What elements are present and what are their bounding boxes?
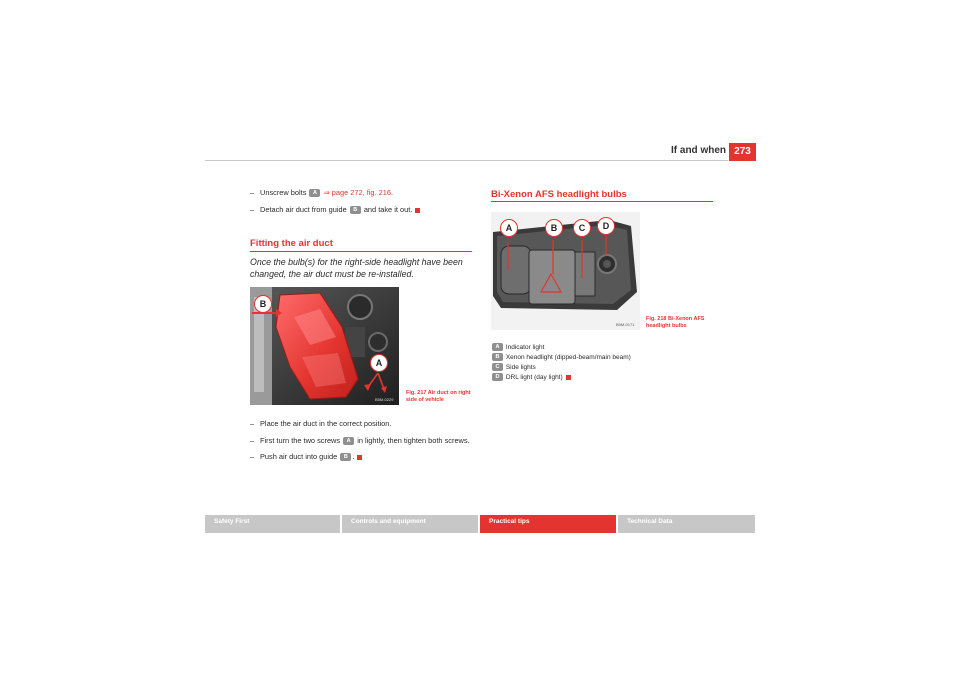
callout-badge-b: B — [492, 353, 503, 361]
caption-line: Fig. 217 Air duct on right — [406, 390, 471, 396]
callout-badge-c: C — [492, 363, 503, 371]
step-unscrew-bolts: – Unscrew bolts A ⇒ page 272, fig. 216. — [250, 188, 394, 197]
step-text-end: and take it out. — [363, 205, 413, 214]
step-text: Place the air duct in the correct position. — [260, 419, 392, 428]
figure-label-c: C — [573, 219, 591, 237]
footer-tab-controls-equipment[interactable]: Controls and equipment — [342, 515, 478, 533]
legend-item — [491, 353, 631, 363]
legend-item — [491, 373, 631, 383]
callout-badge-b: B — [350, 206, 361, 214]
step-place-air-duct: – Place the air duct in the correct position. — [250, 419, 392, 428]
callout-badge-b: B — [340, 453, 351, 461]
bulb-legend — [491, 343, 631, 383]
figure-218-caption — [646, 316, 704, 330]
callout-badge-a: A — [309, 189, 320, 197]
figure-code: B5M-0229 — [375, 397, 394, 402]
intro-line: Once the bulb(s) for the right-side headlight have been — [250, 257, 463, 267]
legend-text: Side lights — [505, 364, 536, 371]
page-reference-link[interactable]: ⇒ page 272, fig. 216 — [323, 188, 391, 197]
figure-label-b: B — [254, 295, 272, 313]
intro-line: changed, the air duct must be re-installed. — [250, 269, 414, 279]
figure-217-caption — [406, 390, 471, 404]
callout-badge-a: A — [492, 343, 503, 351]
figure-label-a: A — [370, 354, 388, 372]
caption-line: headlight bulbs — [646, 323, 687, 329]
section-title-bixenon-afs: Bi-Xenon AFS headlight bulbs — [491, 189, 627, 200]
caption-line: Fig. 218 Bi-Xenon AFS — [646, 316, 705, 322]
footer-tab-practical-tips[interactable]: Practical tips — [480, 515, 616, 533]
figure-label-b: B — [545, 219, 563, 237]
step-text-end: . — [352, 452, 355, 461]
step-turn-screws: – First turn the two screws A in lightly, then tighten both screws. — [250, 436, 470, 445]
page-header-title: If and when — [671, 145, 726, 156]
step-text-end: in lightly, then tighten both screws. — [357, 436, 470, 445]
figure-code: B5M-0171 — [616, 322, 635, 327]
figure-label-d: D — [597, 217, 615, 235]
caption-line: side of vehicle — [406, 397, 444, 403]
figure-headlight-photo — [491, 212, 640, 330]
header-divider — [205, 160, 728, 161]
section-intro — [250, 256, 463, 280]
section-end-marker — [566, 375, 571, 380]
legend-text: Indicator light — [505, 344, 545, 351]
section-end-marker — [415, 208, 420, 213]
step-text-end: . — [390, 188, 394, 197]
page-number: 273 — [729, 143, 756, 161]
step-push-air-duct: – Push air duct into guide B . — [250, 452, 362, 462]
section-underline — [250, 251, 472, 252]
callout-badge-a: A — [343, 437, 354, 445]
footer-tab-safety-first[interactable]: Safety First — [205, 515, 340, 533]
step-detach-air-duct: – Detach air duct from guide B and take it out. — [250, 205, 420, 215]
legend-item — [491, 363, 631, 373]
figure-label-a: A — [500, 219, 518, 237]
section-end-marker — [357, 455, 362, 460]
figure-air-duct-photo — [250, 287, 399, 405]
legend-text: DRL light (day light) — [505, 374, 563, 381]
section-underline — [491, 201, 713, 202]
step-text: First turn the two screws — [260, 436, 341, 445]
callout-badge-d: D — [492, 373, 503, 381]
step-text: Detach air duct from guide — [260, 205, 347, 214]
section-title-fitting-air-duct: Fitting the air duct — [250, 238, 333, 249]
legend-item — [491, 343, 631, 353]
air-duct-illustration — [250, 287, 399, 405]
step-text: Unscrew bolts — [260, 188, 307, 197]
step-text: Push air duct into guide — [260, 452, 338, 461]
footer-tab-technical-data[interactable]: Technical Data — [618, 515, 755, 533]
legend-text: Xenon headlight (dipped-beam/main beam) — [505, 354, 631, 361]
